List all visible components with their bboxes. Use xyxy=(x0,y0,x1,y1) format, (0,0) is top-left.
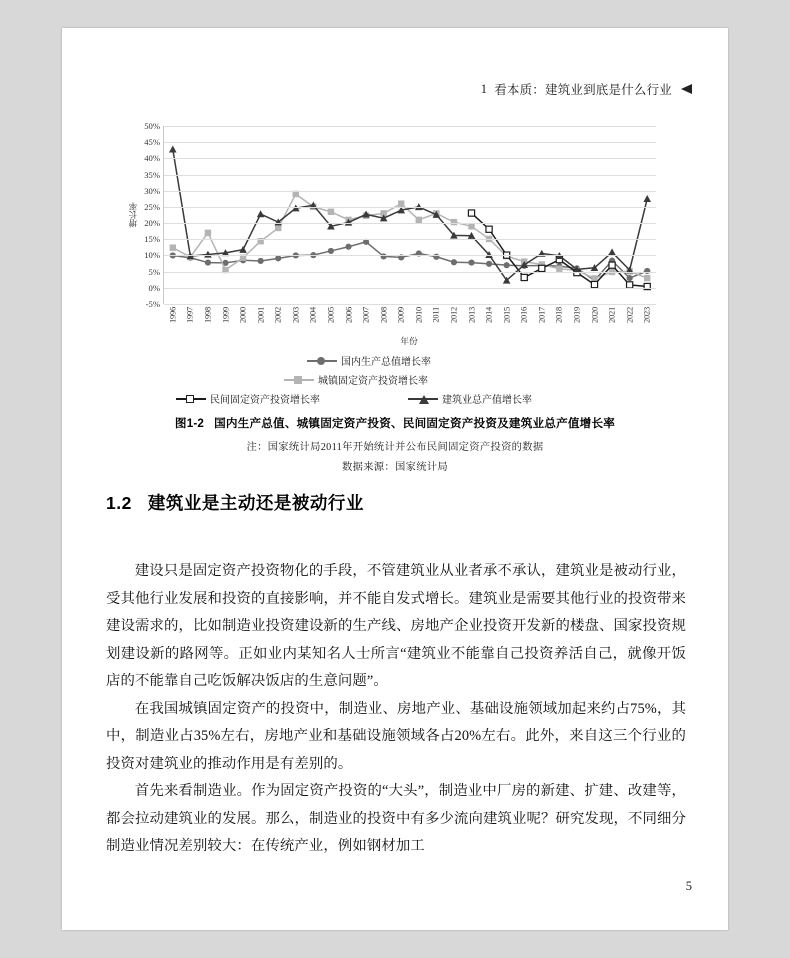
chart-data-point xyxy=(205,259,211,265)
legend-label: 民间固定资产投资增长率 xyxy=(210,395,320,406)
chart-gridline xyxy=(164,191,656,192)
legend-label: 城镇固定资产投资增长率 xyxy=(318,376,428,387)
figure-1-2 xyxy=(62,116,728,473)
chart-data-point xyxy=(345,244,351,250)
figure-note: 注：国家统计局2011年开始统计并公布民间固定资产投资的数据 xyxy=(246,442,544,453)
chart-gridline xyxy=(164,223,656,224)
legend-label: 国内生产总值增长率 xyxy=(341,357,431,368)
figure-source: 数据来源：国家统计局 xyxy=(342,462,448,473)
paragraph-1: 建设只是固定资产投资物化的手段，不管建筑业从业者承不承认，建筑业是被动行业，受其他行业发展和投资的直接影响，并不能自发式增长。建筑业是需要其他行业的投资带来建设需求的，比如制造业投资建设新的生产线、房地产企业投资开发新的楼盘、国家投资规划建设新的路网等。正如业内某知名人士所言“建筑业不能靠自己投资养活自己，就像开饭店的不能靠自己吃饭解决饭店的生意问题”。 xyxy=(106,563,686,689)
chart-data-point xyxy=(539,265,545,271)
chart-x-tick: 2013 xyxy=(467,307,476,323)
chart-gridline xyxy=(164,158,656,159)
chart-data-point xyxy=(468,210,474,216)
legend-item xyxy=(164,391,408,406)
chart-x-tick: 2004 xyxy=(308,307,318,323)
chart-x-tick: 2012 xyxy=(449,307,459,323)
chart-data-point xyxy=(257,210,265,217)
legend-item xyxy=(266,372,524,387)
body-text xyxy=(106,558,686,861)
legend-key-triangle-icon xyxy=(408,393,438,405)
chart-data-point xyxy=(609,262,615,268)
chart-y-axis-label: 增长率 xyxy=(128,202,138,228)
chart-gridline xyxy=(164,207,656,208)
section-number: 1.2 xyxy=(106,493,132,513)
paragraph-3: 首先来看制造业。作为固定资产投资的“大头”，制造业中厂房的新建、扩建、改建等，都会拉动建筑业的发展。那么，制造业的投资中有多少流向建筑业呢？研究发现，不同细分制造业情况差别较大：在传统产业，例如钢材加工 xyxy=(106,783,686,854)
running-head-title: 看本质：建筑业到底是什么行业 xyxy=(494,83,672,97)
chart-data-point xyxy=(398,200,404,206)
chart-y-tick: 45% xyxy=(144,137,160,148)
chart-gridline xyxy=(164,142,656,143)
chart-x-tick: 2017 xyxy=(537,307,547,323)
chart-x-tick: 1996 xyxy=(168,307,178,323)
chart-data-point xyxy=(486,226,492,232)
legend-key-square-open-icon xyxy=(176,393,206,405)
chart-x-tick: 2020 xyxy=(590,307,599,323)
chart-data-point xyxy=(468,223,474,229)
chart-x-tick: 2003 xyxy=(291,307,301,323)
chart-y-tick: -5% xyxy=(145,299,160,309)
chart-data-point xyxy=(170,244,176,250)
chart-x-tick: 1999 xyxy=(221,307,230,323)
chart-y-tick: 10% xyxy=(144,250,160,261)
chart-x-tick: 1997 xyxy=(185,307,195,323)
chart-y-tick: 25% xyxy=(144,201,160,212)
chart-series-layer xyxy=(164,126,656,304)
legend-key-square-filled-icon xyxy=(284,374,314,386)
chart-y-tick: 50% xyxy=(144,121,160,131)
chart-x-tick: 2008 xyxy=(379,307,389,323)
chart-x-tick: 1998 xyxy=(203,307,213,323)
chart-data-point xyxy=(205,230,211,236)
section-heading xyxy=(106,490,364,515)
chart-gridline xyxy=(164,272,656,273)
chart-data-point xyxy=(504,262,510,268)
page-content xyxy=(62,28,728,930)
chart-x-tick: 2009 xyxy=(396,307,406,323)
chart-data-point xyxy=(275,225,281,231)
legend-item xyxy=(273,353,517,368)
chart-x-tick: 2002 xyxy=(273,307,283,323)
chart-x-tick: 2022 xyxy=(625,307,635,323)
chart-data-point xyxy=(169,146,177,153)
chart-data-point xyxy=(521,274,527,280)
chart-x-tick: 2015 xyxy=(502,307,512,323)
running-head-chapter-number: 1 xyxy=(480,81,488,96)
figure-caption-text: 国内生产总值、城镇固定资产投资、民间固定资产投资及建筑业总产值增长率 xyxy=(214,417,616,430)
legend-label: 建筑业总产值增长率 xyxy=(442,395,532,406)
chart-data-point xyxy=(591,281,597,287)
chart-data-point xyxy=(608,248,616,255)
chart-x-axis-label: 年份 xyxy=(400,336,418,346)
chart-data-point xyxy=(644,275,650,281)
chart-x-tick: 2018 xyxy=(554,307,564,323)
chart-data-point xyxy=(328,248,334,254)
chart-x-tick: 2016 xyxy=(519,307,529,323)
chart-legend xyxy=(160,353,630,406)
chart-data-point xyxy=(451,259,457,265)
chart-x-tick: 2001 xyxy=(256,307,266,323)
chart-x-tick: 2005 xyxy=(326,307,336,323)
figure-caption-number: 图1-2 xyxy=(174,417,205,430)
legend-key-circle-icon xyxy=(307,355,337,367)
chart-gridline xyxy=(164,239,656,240)
chart-data-point xyxy=(591,275,597,281)
chart-x-tick: 2010 xyxy=(414,307,424,323)
chart-data-point xyxy=(258,258,264,264)
chart-gridline xyxy=(164,126,656,127)
chart-gridline xyxy=(164,175,656,176)
chart-data-point xyxy=(293,191,299,197)
chart-data-point xyxy=(239,246,247,253)
running-head xyxy=(481,80,692,98)
chart-gridline xyxy=(164,288,656,289)
chart-y-tick: 5% xyxy=(148,266,160,277)
chart-data-point xyxy=(643,195,651,202)
chart-data-point xyxy=(328,209,334,215)
left-triangle-marker-icon xyxy=(681,84,692,94)
chart-y-tick: 35% xyxy=(144,169,160,180)
chart-y-tick: 0% xyxy=(148,282,160,293)
chart-plot-area xyxy=(144,121,656,323)
chart-x-tick: 2014 xyxy=(484,307,494,323)
chart-data-point xyxy=(468,259,474,265)
chart-x-tick: 2007 xyxy=(361,307,371,323)
figure-caption xyxy=(62,415,728,431)
chart-gridline xyxy=(164,255,656,256)
chart-x-tick: 2023 xyxy=(642,307,652,323)
line-chart xyxy=(115,116,675,351)
chart-x-tick: 2019 xyxy=(572,307,582,323)
chart-y-tick: 20% xyxy=(144,218,160,229)
legend-item xyxy=(408,391,626,406)
paragraph-2: 在我国城镇固定资产的投资中，制造业、房地产业、基础设施领域加起来约占75%，其中，制造业占35%左右，房地产业和基础设施领域各占20%左右。此外，来自这三个行业的投资对建筑业的推动作用是有差别的。 xyxy=(106,700,686,772)
chart-x-tick: 2006 xyxy=(344,307,353,323)
chart-y-tick: 15% xyxy=(144,234,160,245)
chart-data-point xyxy=(627,275,633,281)
chart-data-point xyxy=(486,261,492,267)
chart-y-tick: 40% xyxy=(144,153,160,164)
chart-x-tick: 2000 xyxy=(238,307,248,323)
chart-gridline xyxy=(164,304,656,305)
book-page xyxy=(62,28,728,930)
section-title: 建筑业是主动还是被动行业 xyxy=(147,493,364,513)
chart-y-tick: 30% xyxy=(144,185,160,196)
chart-x-tick: 2021 xyxy=(607,307,617,323)
chart-x-tick: 2011 xyxy=(431,307,441,323)
page-number: 5 xyxy=(685,879,692,893)
